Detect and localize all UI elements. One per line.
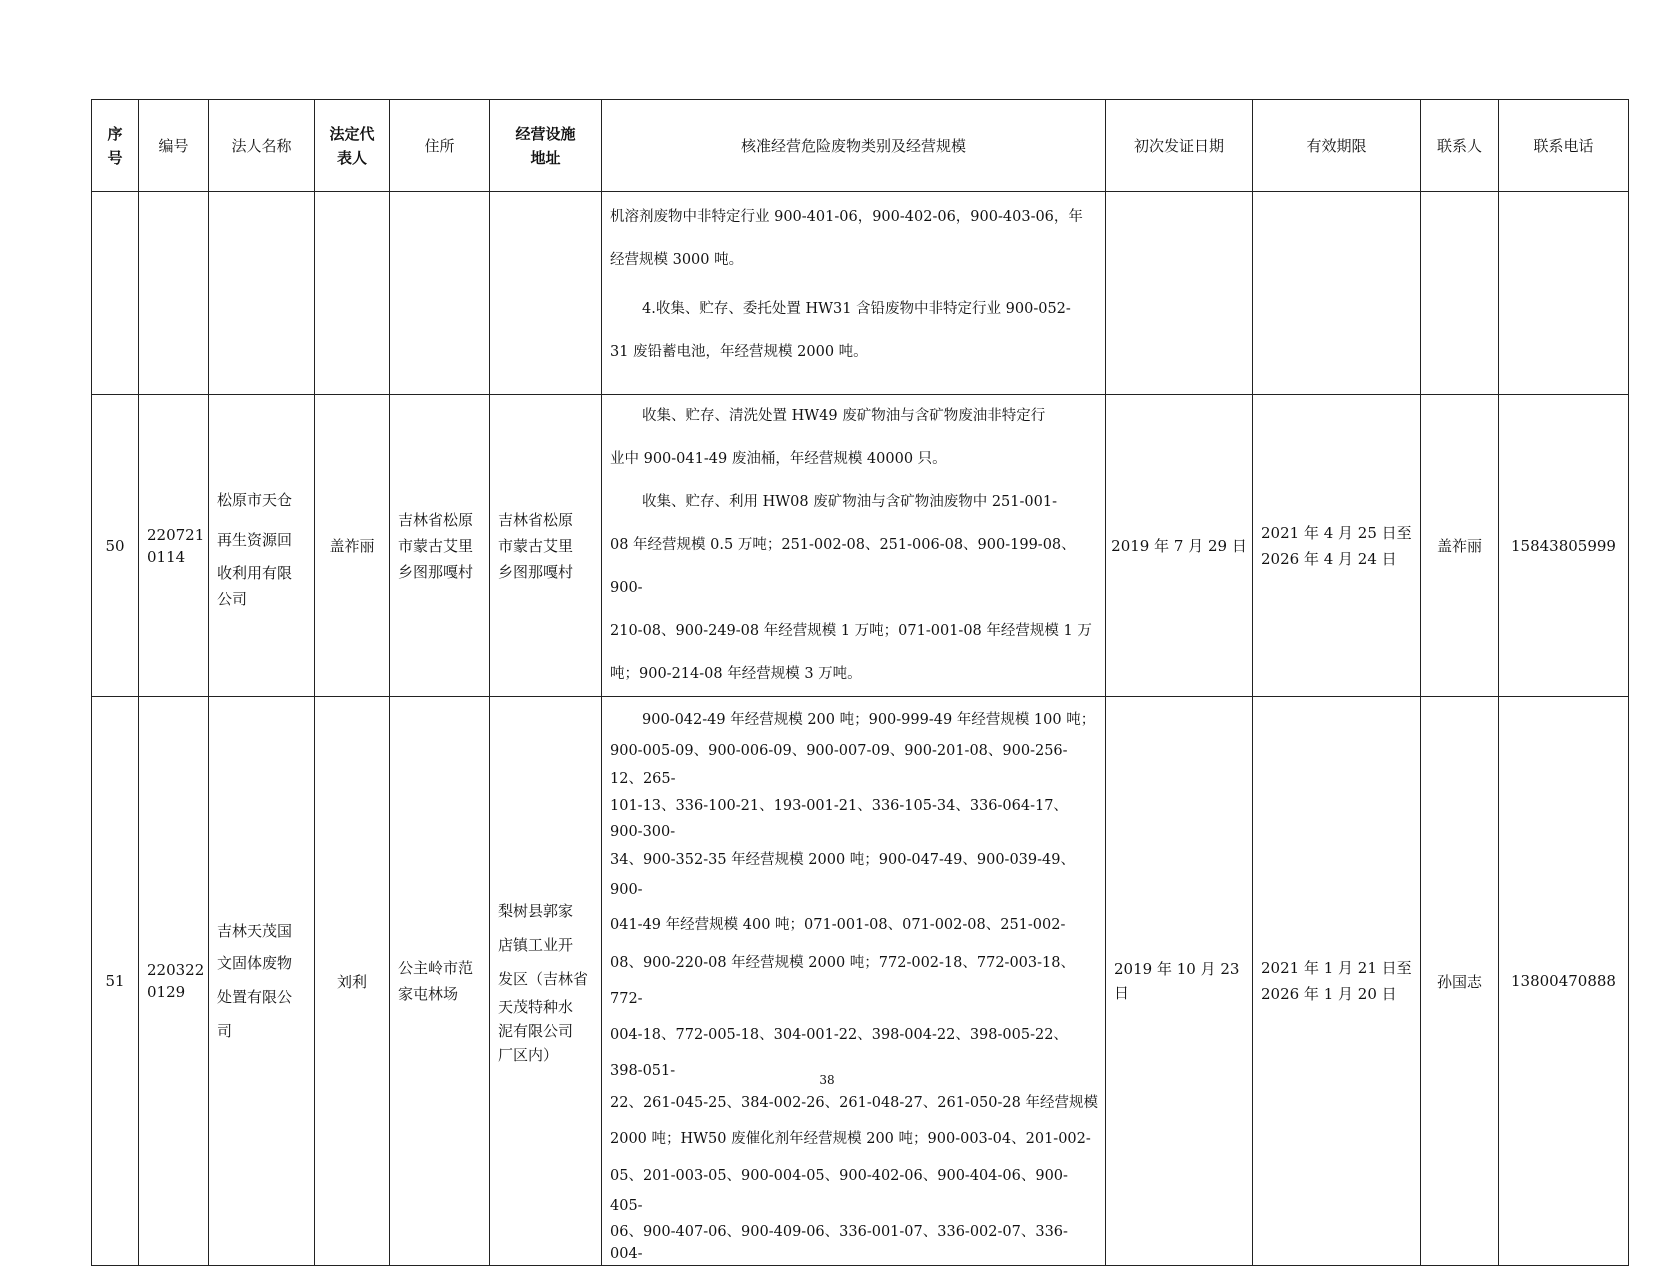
scope-line: 900-042-49 年经营规模 200 吨；900-999-49 年经营规模 100 吨；	[642, 712, 1096, 728]
cell-validity	[1253, 192, 1421, 395]
cell-legal-rep: 盖祚丽	[315, 395, 390, 697]
cell-scope	[602, 192, 1106, 395]
cell-contact	[1421, 192, 1499, 395]
header-residence: 住所	[390, 100, 490, 192]
scope-line: 收集、贮存、利用 HW08 废矿物油与含矿物油废物中 251-001-	[642, 494, 1057, 510]
header-facility-address: 经营设施 地址	[490, 100, 602, 192]
cell-first-date: 2019 年 7 月 29 日	[1106, 395, 1253, 697]
header-row	[92, 100, 1629, 192]
cell-contact: 孙国志	[1421, 697, 1499, 1266]
cell-contact: 盖祚丽	[1421, 395, 1499, 697]
cell-seq	[92, 192, 139, 395]
scope-line: 4.收集、贮存、委托处置 HW31 含铅废物中非特定行业 900-052-	[642, 301, 1071, 317]
cell-first-date	[1106, 192, 1253, 395]
cell-residence: 吉林省松原 市蒙古艾里 乡图那嘎村	[390, 395, 490, 697]
scope-line: 08 年经营规模 0.5 万吨；251-002-08、251-006-08、900-199-08、900-	[610, 537, 1076, 596]
permit-table	[91, 99, 1629, 1266]
scope-line: 31 废铅蓄电池，年经营规模 2000 吨。	[610, 344, 868, 360]
cell-validity: 2021 年 4 月 25 日至 2026 年 4 月 24 日	[1253, 395, 1421, 697]
cell-residence	[390, 192, 490, 395]
scope-line: 08、900-220-08 年经营规模 2000 吨；772-002-18、772-003-18、772-	[610, 955, 1075, 1007]
cell-legal-rep: 刘利	[315, 697, 390, 1266]
table-row	[92, 192, 1629, 395]
scope-line: 900-005-09、900-006-09、900-007-09、900-201-08、900-256-12、265-	[610, 743, 1068, 787]
header-seq: 序 号	[92, 100, 139, 192]
scope-line: 004-18、772-005-18、304-001-22、398-004-22、398-005-22、398-051-	[610, 1027, 1068, 1079]
cell-code	[139, 192, 209, 395]
cell-residence: 公主岭市范 家屯林场	[390, 697, 490, 1266]
scope-line: 收集、贮存、清洗处置 HW49 废矿物油与含矿物废油非特定行	[642, 408, 1046, 424]
cell-facility-address: 吉林省松原 市蒙古艾里 乡图那嘎村	[490, 395, 602, 697]
table-row	[92, 395, 1629, 697]
scope-line: 34、900-352-35 年经营规模 2000 吨；900-047-49、900-039-49、900-	[610, 852, 1075, 898]
page-number: 38	[819, 1073, 835, 1087]
header-first-date: 初次发证日期	[1106, 100, 1253, 192]
scope-line: 经营规模 3000 吨。	[610, 252, 744, 268]
cell-seq: 50	[92, 395, 139, 697]
scope-line: 041-49 年经营规模 400 吨；071-001-08、071-002-08、251-002-	[610, 917, 1066, 933]
scope-line: 06、900-407-06、900-409-06、336-001-07、336-002-07、336-004-	[610, 1224, 1068, 1262]
header-legal-name: 法人名称	[209, 100, 315, 192]
cell-seq: 51	[92, 697, 139, 1266]
cell-first-date: 2019 年 10 月 23 日	[1106, 697, 1253, 1266]
cell-legal-name	[209, 192, 315, 395]
scope-line: 101-13、336-100-21、193-001-21、336-105-34、336-064-17、900-300-	[610, 798, 1068, 840]
table-row	[92, 697, 1629, 1266]
scope-line: 210-08、900-249-08 年经营规模 1 万吨；071-001-08 年经营规模 1 万	[610, 623, 1092, 639]
cell-legal-name: 松原市天仓 再生资源回 收利用有限 公司	[209, 395, 315, 697]
scope-line: 05、201-003-05、900-004-05、900-402-06、900-404-06、900-405-	[610, 1168, 1068, 1214]
cell-facility-address	[490, 192, 602, 395]
cell-phone	[1499, 192, 1629, 395]
cell-code: 220721 0114	[139, 395, 209, 697]
cell-legal-name: 吉林天茂国 文固体废物 处置有限公 司	[209, 697, 315, 1266]
header-legal-rep: 法定代 表人	[315, 100, 390, 192]
scope-line: 2000 吨；HW50 废催化剂年经营规模 200 吨；900-003-04、201-002-	[610, 1131, 1091, 1147]
cell-scope	[602, 395, 1106, 697]
cell-facility-address: 梨树县郭家 店镇工业开 发区（吉林省 天茂特种水 泥有限公司 厂区内）	[490, 697, 602, 1266]
header-scope: 核准经营危险废物类别及经营规模	[602, 100, 1106, 192]
cell-validity: 2021 年 1 月 21 日至 2026 年 1 月 20 日	[1253, 697, 1421, 1266]
scope-line: 机溶剂废物中非特定行业 900-401-06，900-402-06，900-403-06，年	[610, 209, 1083, 225]
scope-line: 22、261-045-25、384-002-26、261-048-27、261-050-28 年经营规模	[610, 1095, 1098, 1111]
scope-line: 业中 900-041-49 废油桶，年经营规模 40000 只。	[610, 451, 947, 467]
cell-scope	[602, 697, 1106, 1266]
cell-code: 220322 0129	[139, 697, 209, 1266]
cell-legal-rep	[315, 192, 390, 395]
header-contact: 联系人	[1421, 100, 1499, 192]
header-code: 编号	[139, 100, 209, 192]
scope-line: 吨；900-214-08 年经营规模 3 万吨。	[610, 666, 862, 682]
header-phone: 联系电话	[1499, 100, 1629, 192]
cell-phone: 13800470888	[1499, 697, 1629, 1266]
cell-phone: 15843805999	[1499, 395, 1629, 697]
header-validity: 有效期限	[1253, 100, 1421, 192]
